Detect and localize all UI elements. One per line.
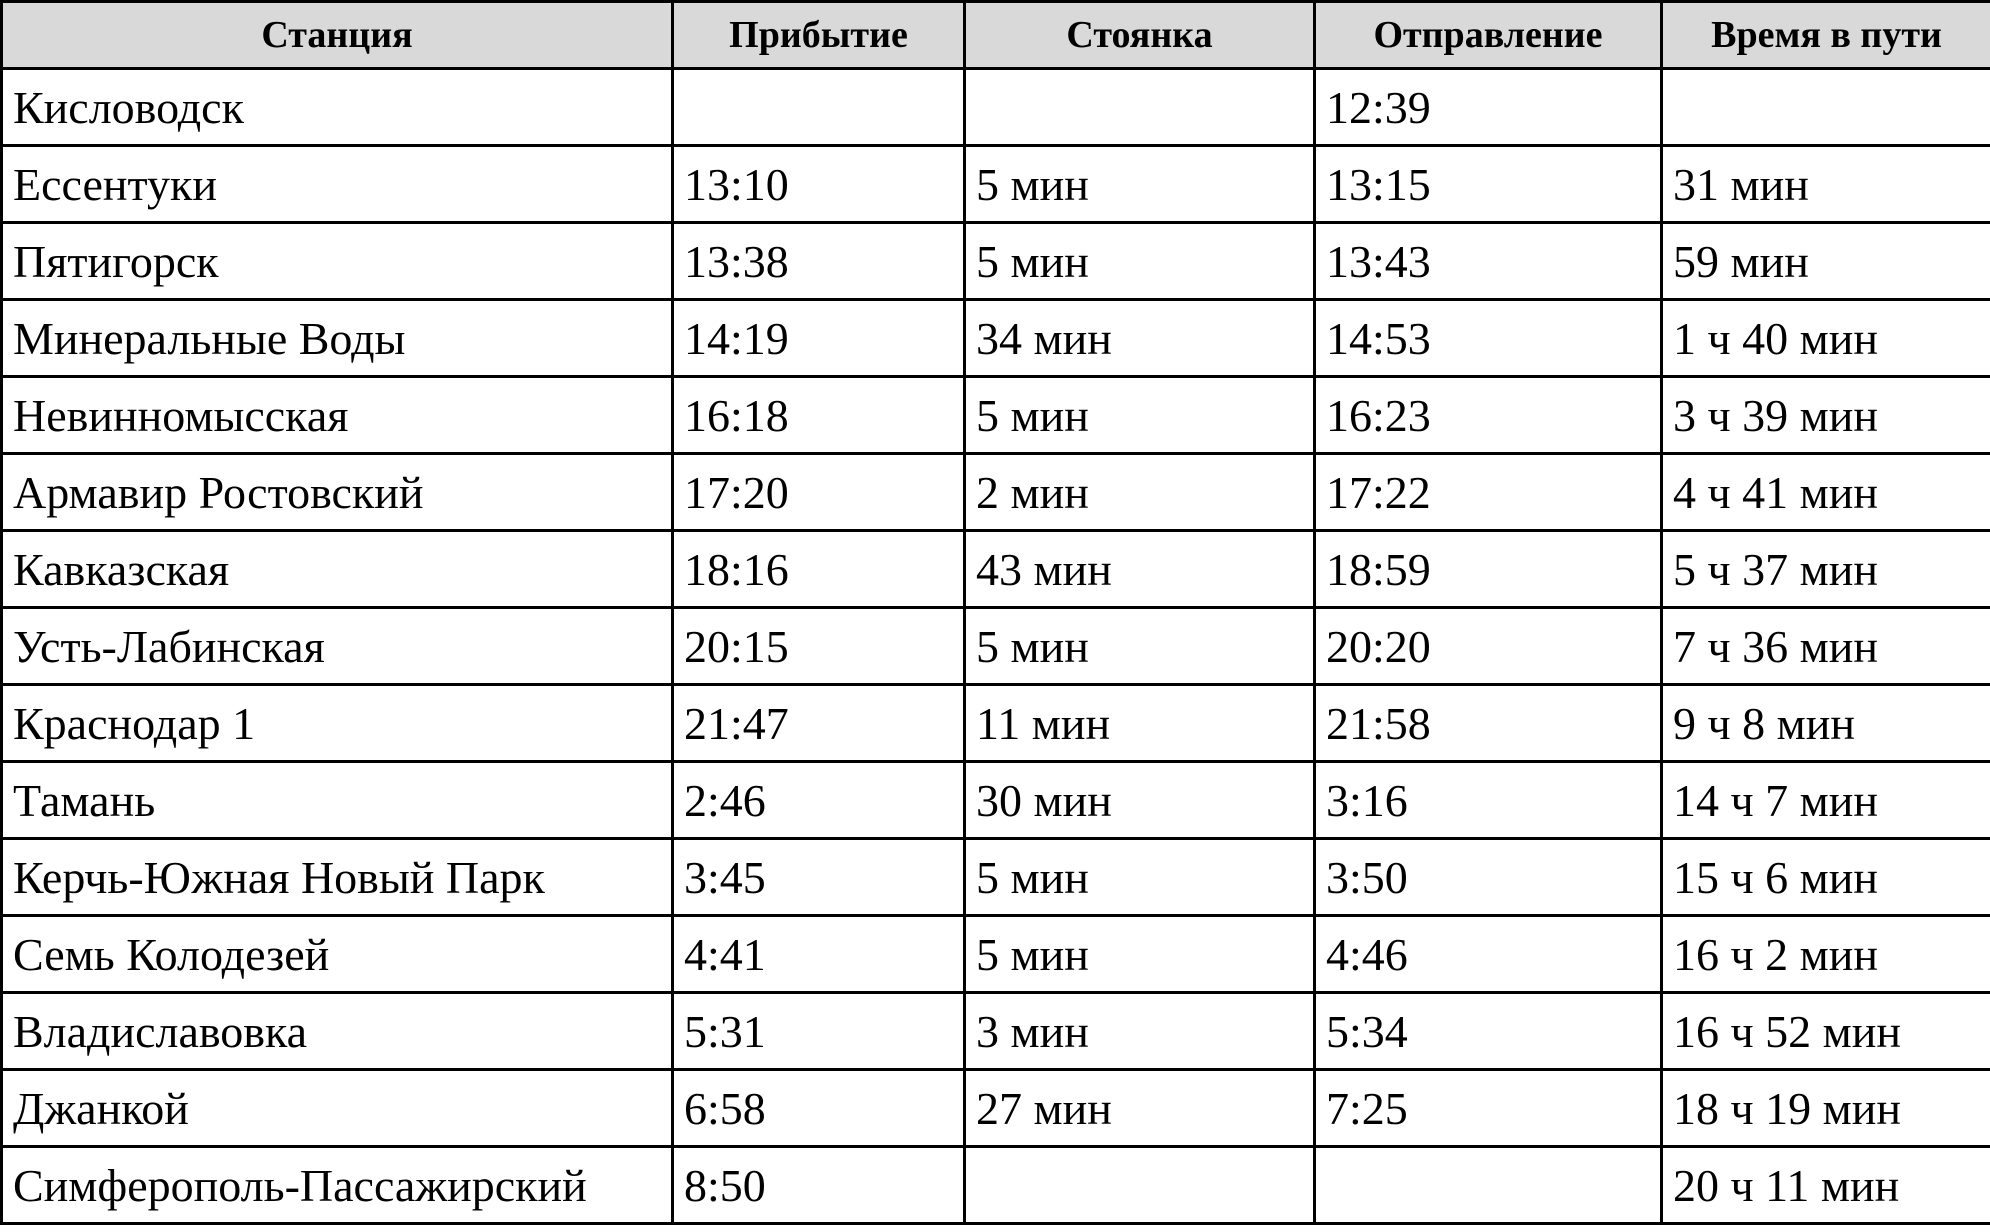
arrival-cell: 17:20 xyxy=(673,454,965,531)
table-row xyxy=(2,223,1990,300)
arrival-cell: 8:50 xyxy=(673,1147,965,1224)
column-header-station: Станция xyxy=(2,2,673,69)
column-header-stop: Стоянка xyxy=(965,2,1315,69)
departure-cell: 17:22 xyxy=(1315,454,1662,531)
stop-cell xyxy=(965,69,1315,146)
station-cell: Симферополь-Пассажирский xyxy=(2,1147,673,1224)
departure-cell: 3:16 xyxy=(1315,762,1662,839)
table-row xyxy=(2,69,1990,146)
table-row xyxy=(2,608,1990,685)
table-row xyxy=(2,993,1990,1070)
travel-time-cell: 20 ч 11 мин xyxy=(1662,1147,1990,1224)
table-row xyxy=(2,531,1990,608)
table-row xyxy=(2,1070,1990,1147)
departure-cell: 21:58 xyxy=(1315,685,1662,762)
stop-cell: 30 мин xyxy=(965,762,1315,839)
stop-cell: 43 мин xyxy=(965,531,1315,608)
travel-time-cell: 3 ч 39 мин xyxy=(1662,377,1990,454)
station-cell: Пятигорск xyxy=(2,223,673,300)
departure-cell: 18:59 xyxy=(1315,531,1662,608)
departure-cell: 3:50 xyxy=(1315,839,1662,916)
station-cell: Ессентуки xyxy=(2,146,673,223)
table-row xyxy=(2,454,1990,531)
stop-cell: 27 мин xyxy=(965,1070,1315,1147)
stop-cell xyxy=(965,1147,1315,1224)
departure-cell: 7:25 xyxy=(1315,1070,1662,1147)
column-header-departure: Отправление xyxy=(1315,2,1662,69)
stop-cell: 2 мин xyxy=(965,454,1315,531)
travel-time-cell: 4 ч 41 мин xyxy=(1662,454,1990,531)
station-cell: Краснодар 1 xyxy=(2,685,673,762)
departure-cell: 12:39 xyxy=(1315,69,1662,146)
station-cell: Керчь-Южная Новый Парк xyxy=(2,839,673,916)
arrival-cell: 14:19 xyxy=(673,300,965,377)
stop-cell: 5 мин xyxy=(965,839,1315,916)
arrival-cell: 4:41 xyxy=(673,916,965,993)
departure-cell: 16:23 xyxy=(1315,377,1662,454)
travel-time-cell: 18 ч 19 мин xyxy=(1662,1070,1990,1147)
arrival-cell: 21:47 xyxy=(673,685,965,762)
station-cell: Усть-Лабинская xyxy=(2,608,673,685)
departure-cell: 5:34 xyxy=(1315,993,1662,1070)
departure-cell: 4:46 xyxy=(1315,916,1662,993)
arrival-cell: 2:46 xyxy=(673,762,965,839)
travel-time-cell: 5 ч 37 мин xyxy=(1662,531,1990,608)
station-cell: Армавир Ростовский xyxy=(2,454,673,531)
stop-cell: 5 мин xyxy=(965,223,1315,300)
arrival-cell: 16:18 xyxy=(673,377,965,454)
arrival-cell: 18:16 xyxy=(673,531,965,608)
station-cell: Джанкой xyxy=(2,1070,673,1147)
arrival-cell: 13:38 xyxy=(673,223,965,300)
travel-time-cell: 7 ч 36 мин xyxy=(1662,608,1990,685)
stop-cell: 5 мин xyxy=(965,916,1315,993)
arrival-cell: 13:10 xyxy=(673,146,965,223)
arrival-cell xyxy=(673,69,965,146)
station-cell: Семь Колодезей xyxy=(2,916,673,993)
departure-cell xyxy=(1315,1147,1662,1224)
table-row xyxy=(2,146,1990,223)
table-row xyxy=(2,377,1990,454)
departure-cell: 13:15 xyxy=(1315,146,1662,223)
arrival-cell: 5:31 xyxy=(673,993,965,1070)
station-cell: Невинномысская xyxy=(2,377,673,454)
travel-time-cell: 9 ч 8 мин xyxy=(1662,685,1990,762)
departure-cell: 20:20 xyxy=(1315,608,1662,685)
travel-time-cell: 31 мин xyxy=(1662,146,1990,223)
arrival-cell: 20:15 xyxy=(673,608,965,685)
arrival-cell: 6:58 xyxy=(673,1070,965,1147)
table-row xyxy=(2,300,1990,377)
travel-time-cell: 16 ч 2 мин xyxy=(1662,916,1990,993)
column-header-arrival: Прибытие xyxy=(673,2,965,69)
header-row xyxy=(2,2,1990,69)
station-cell: Кисловодск xyxy=(2,69,673,146)
travel-time-cell: 14 ч 7 мин xyxy=(1662,762,1990,839)
travel-time-cell: 1 ч 40 мин xyxy=(1662,300,1990,377)
column-header-travel-time: Время в пути xyxy=(1662,2,1990,69)
stop-cell: 34 мин xyxy=(965,300,1315,377)
station-cell: Владиславовка xyxy=(2,993,673,1070)
travel-time-cell: 15 ч 6 мин xyxy=(1662,839,1990,916)
travel-time-cell xyxy=(1662,69,1990,146)
table-row xyxy=(2,762,1990,839)
table-row xyxy=(2,916,1990,993)
stop-cell: 11 мин xyxy=(965,685,1315,762)
station-cell: Кавказская xyxy=(2,531,673,608)
arrival-cell: 3:45 xyxy=(673,839,965,916)
stop-cell: 5 мин xyxy=(965,377,1315,454)
table-body xyxy=(2,69,1990,1224)
station-cell: Минеральные Воды xyxy=(2,300,673,377)
departure-cell: 14:53 xyxy=(1315,300,1662,377)
table-header xyxy=(2,2,1990,69)
stop-cell: 5 мин xyxy=(965,608,1315,685)
travel-time-cell: 59 мин xyxy=(1662,223,1990,300)
travel-time-cell: 16 ч 52 мин xyxy=(1662,993,1990,1070)
stop-cell: 5 мин xyxy=(965,146,1315,223)
stop-cell: 3 мин xyxy=(965,993,1315,1070)
departure-cell: 13:43 xyxy=(1315,223,1662,300)
table-row xyxy=(2,1147,1990,1224)
table-row xyxy=(2,839,1990,916)
station-cell: Тамань xyxy=(2,762,673,839)
table-row xyxy=(2,685,1990,762)
